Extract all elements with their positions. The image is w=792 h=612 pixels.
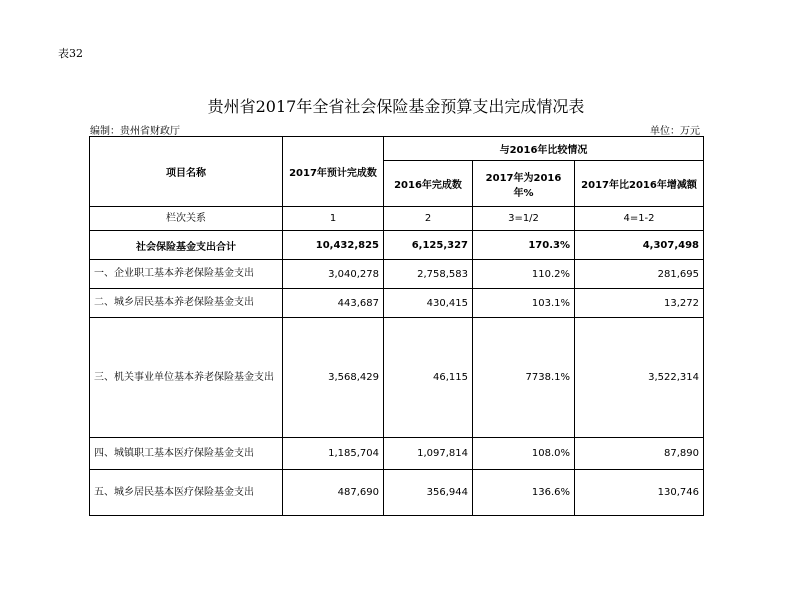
page-title: 贵州省2017年全省社会保险基金预算支出完成情况表 [207,97,585,116]
budget-table [89,136,704,516]
row-change: 13,272 [575,289,704,318]
row-change: 4,307,498 [575,231,704,260]
row-name: 社会保险基金支出合计 [90,231,283,260]
row-pct: 170.3% [473,231,575,260]
header-change: 2017年比2016年增减额 [575,161,704,207]
row-est: 487,690 [283,470,384,516]
header-est-2017: 2017年预计完成数 [283,137,384,207]
relation-c4: 4=1-2 [575,207,704,231]
table-row [90,318,704,438]
relation-c2: 2 [384,207,473,231]
row-done: 1,097,814 [384,438,473,470]
row-est: 1,185,704 [283,438,384,470]
table-row [90,470,704,516]
relation-c1: 1 [283,207,384,231]
row-pct: 103.1% [473,289,575,318]
unit-label: 单位：万元 [650,126,700,137]
row-pct: 136.6% [473,470,575,516]
row-done: 356,944 [384,470,473,516]
row-name: 一、企业职工基本养老保险基金支出 [90,260,283,289]
table-number: 表32 [58,47,83,60]
table-row [90,289,704,318]
row-change: 281,695 [575,260,704,289]
row-change: 3,522,314 [575,318,704,438]
table-row-total [90,231,704,260]
header-compare-group: 与2016年比较情况 [384,137,704,161]
row-name: 二、城乡居民基本养老保险基金支出 [90,289,283,318]
relation-c3: 3=1/2 [473,207,575,231]
row-change: 130,746 [575,470,704,516]
row-name: 五、城乡居民基本医疗保险基金支出 [90,470,283,516]
row-pct: 7738.1% [473,318,575,438]
row-est: 443,687 [283,289,384,318]
row-done: 430,415 [384,289,473,318]
row-change: 87,890 [575,438,704,470]
table-row [90,260,704,289]
row-name: 四、城镇职工基本医疗保险基金支出 [90,438,283,470]
header-done-2016: 2016年完成数 [384,161,473,207]
row-est: 10,432,825 [283,231,384,260]
compiler-label: 编制：贵州省财政厅 [90,126,180,137]
header-pct: 2017年为2016年% [473,161,575,207]
relation-row [90,207,704,231]
relation-label: 栏次关系 [90,207,283,231]
row-done: 6,125,327 [384,231,473,260]
row-est: 3,040,278 [283,260,384,289]
row-done: 46,115 [384,318,473,438]
header-item-name: 项目名称 [90,137,283,207]
row-pct: 108.0% [473,438,575,470]
row-pct: 110.2% [473,260,575,289]
row-name: 三、机关事业单位基本养老保险基金支出 [90,318,283,438]
table-row [90,438,704,470]
row-done: 2,758,583 [384,260,473,289]
row-est: 3,568,429 [283,318,384,438]
